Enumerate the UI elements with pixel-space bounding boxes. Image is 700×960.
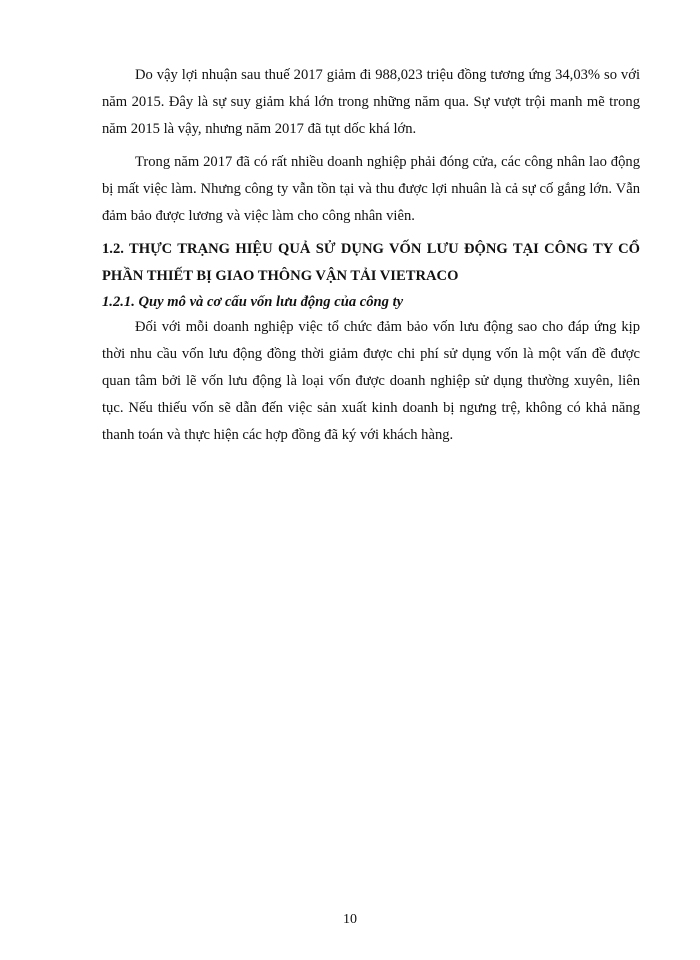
paragraph-2017-situation: Trong năm 2017 đã có rất nhiều doanh nghiệp phải đóng cửa, các công nhân lao động bị mất việc làm. Nhưng công ty vẫn tồn tại và thu được lợi nhuân là cả sự cố gắng lớn. Vẫn đảm bảo được lương và việc làm cho công nhân viên. — [102, 154, 640, 224]
page-content — [102, 62, 640, 455]
page-number: 10 — [343, 912, 357, 927]
paragraph-working-capital: Đối với mỗi doanh nghiệp việc tổ chức đảm bảo vốn lưu động sao cho đáp ứng kịp thời nhu cầu vốn lưu động đồng thời giảm được chi phí sử dụng vốn là một vấn đề được quan tâm bởi lẽ vốn lưu động là loại vốn được doanh nghiệp sử dụng thường xuyên, liên tục. Nếu thiếu vốn sẽ dẫn đến việc sản xuất kinh doanh bị ngưng trệ, không có khả năng thanh toán và thực hiện các hợp đồng đã ký với khách hàng. — [102, 319, 640, 443]
subsection-heading: 1.2.1. Quy mô và cơ cấu vốn lưu động của công ty — [102, 294, 404, 310]
paragraph-profit-decline: Do vậy lợi nhuận sau thuế 2017 giảm đi 988,023 triệu đồng tương ứng 34,03% so với năm 2015. Đây là sự suy giảm khá lớn trong những năm qua. Sự vượt trội manh mẽ trong năm 2015 là vậy, nhưng năm 2017 đã tụt dốc khá lớn. — [102, 67, 640, 137]
section-heading: 1.2. THỰC TRẠNG HIỆU QUẢ SỬ DỤNG VỐN LƯU ĐỘNG TẠI CÔNG TY CỔ PHẦN THIẾT BỊ GIAO THÔNG VẬN TẢI VIETRACO — [102, 241, 640, 284]
